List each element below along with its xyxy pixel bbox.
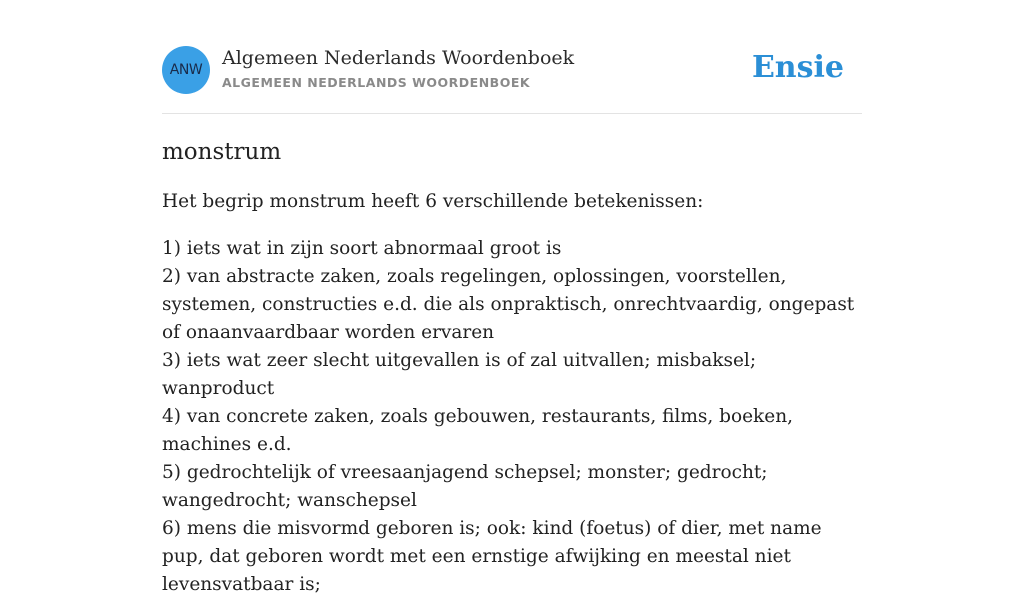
ensie-brand-logo[interactable]: Ensie [751, 50, 844, 85]
meanings-list [162, 235, 862, 599]
entry-content [162, 136, 862, 599]
header-divider [162, 113, 862, 114]
meaning-item: 4) van concrete zaken, zoals gebouwen, restaurants, films, boeken, machines e.d. [162, 406, 794, 455]
logo-text: ANW [169, 62, 203, 78]
source-title[interactable]: Algemeen Nederlands Woordenboek [222, 47, 575, 69]
meanings-intro: Het begrip monstrum heeft 6 verschillende betekenissen: [162, 191, 704, 212]
anw-logo[interactable] [162, 46, 210, 94]
meaning-item: 3) iets wat zeer slecht uitgevallen is of zal uitvallen; misbaksel; wanproduct [162, 350, 757, 399]
headword: monstrum [162, 139, 282, 165]
meaning-item: 6) mens die misvormd geboren is; ook: kind (foetus) of dier, met name pup, dat geboren wordt met een ernstige afwijking en meestal niet levensvatbaar is; [162, 518, 822, 595]
meaning-item: 2) van abstracte zaken, zoals regelingen, oplossingen, voorstellen, systemen, constructies e.d. die als onpraktisch, onrechtvaardig, ongepast of onaanvaardbaar worden ervaren [162, 266, 855, 343]
source-header [162, 46, 862, 96]
meaning-item: 5) gedrochtelijk of vreesaanjagend schepsel; monster; gedrocht; wangedrocht; wanschepsel [162, 462, 768, 511]
source-subtitle: ALGEMEEN NEDERLANDS WOORDENBOEK [222, 75, 531, 90]
meaning-item: 1) iets wat in zijn soort abnormaal groot is [162, 238, 562, 259]
